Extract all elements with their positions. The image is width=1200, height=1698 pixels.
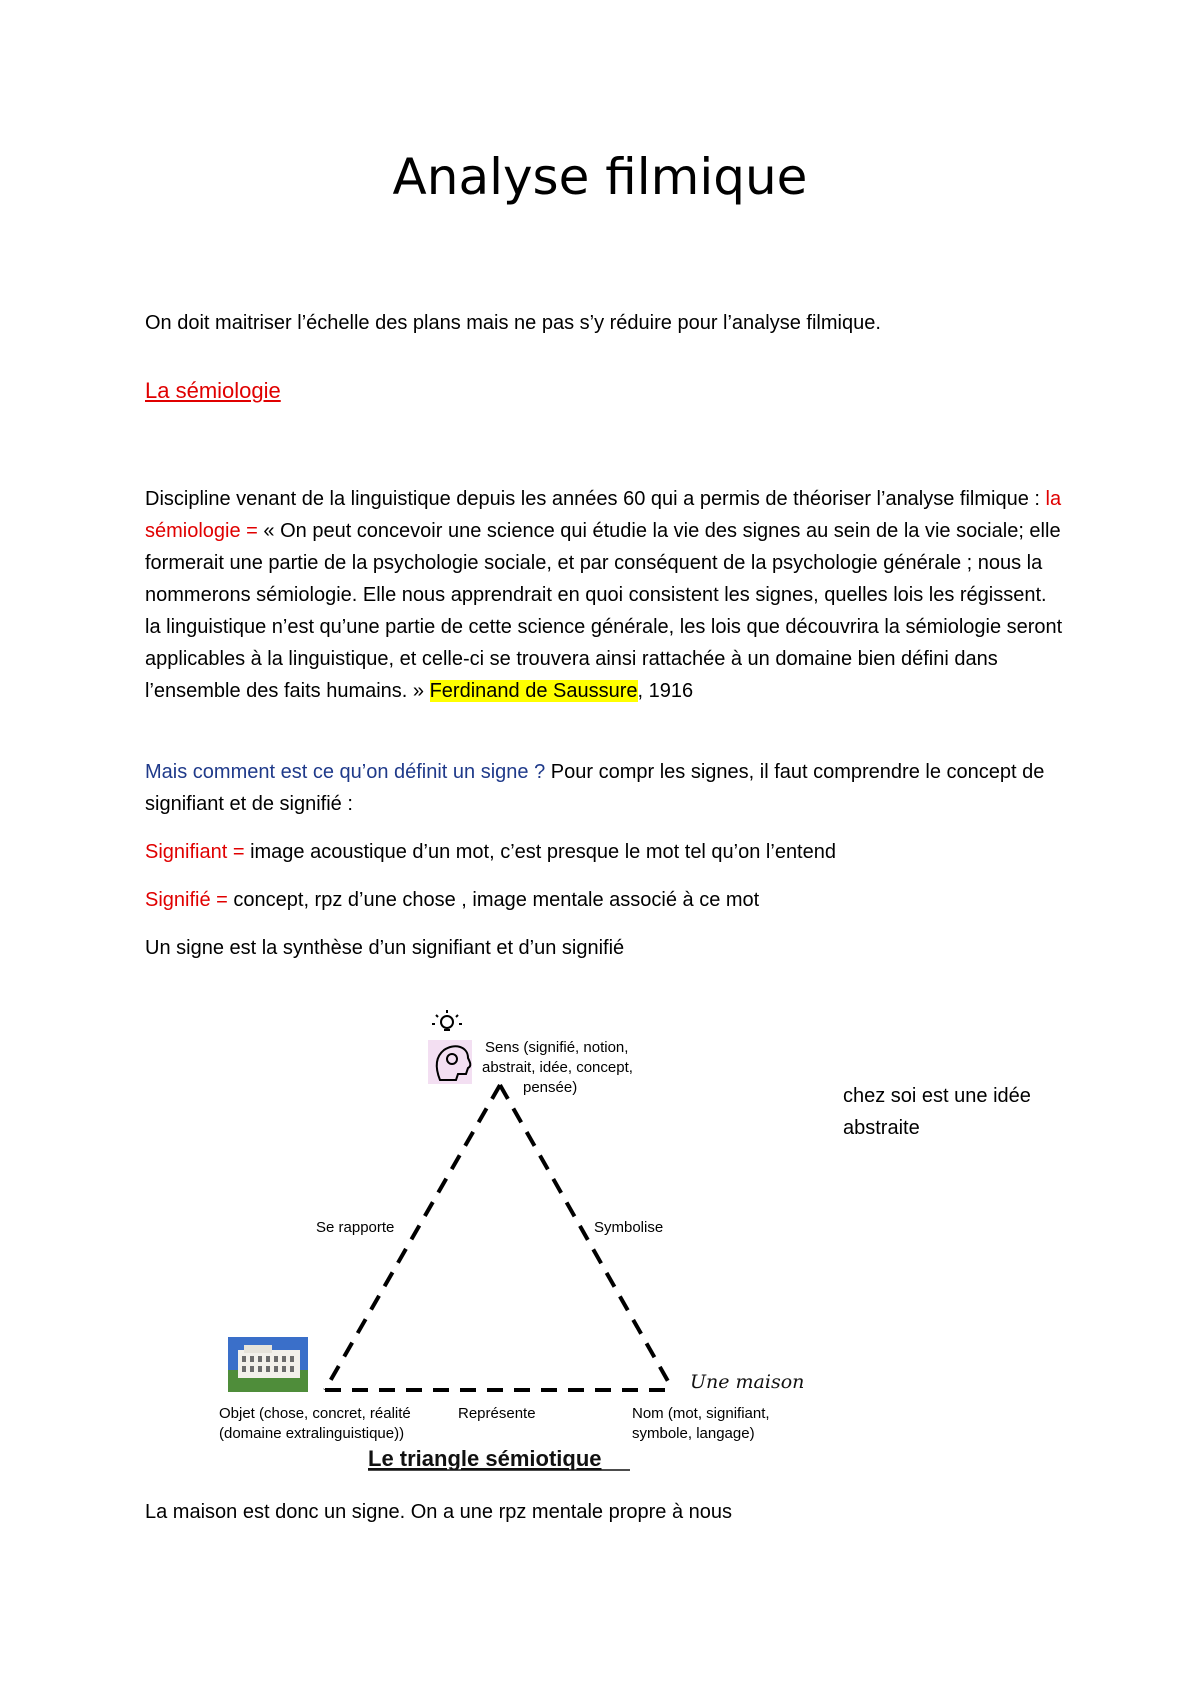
diagram-caption: Le triangle sémiotique <box>368 1446 602 1471</box>
edge-label-represente: Représente <box>458 1405 536 1422</box>
question-rest: Pour compr les signes, il faut comprendre le concept de signifiant et de signifié : <box>145 761 1045 815</box>
sens-label-line-2: abstrait, idée, concept, <box>482 1059 633 1076</box>
signifiant-def: image acoustique d’un mot, c’est presque le mot tel qu’on l’entend <box>250 841 836 863</box>
thinking-head-icon <box>428 1010 472 1084</box>
edge-label-se-rapporte: Se rapporte <box>316 1219 395 1236</box>
signifiant-term: Signifiant = <box>145 841 251 863</box>
handwritten-une-maison: Une maison <box>690 1371 805 1393</box>
intro-paragraph: On doit maitriser l’échelle des plans mais ne pas s’y réduire pour l’analyse filmique. <box>145 312 881 334</box>
name-label-line-2: symbole, langage) <box>632 1425 755 1442</box>
name-label-line-1: Nom (mot, signifiant, <box>632 1405 770 1422</box>
side-note: chez soi est une idée abstraite <box>843 1085 1031 1139</box>
question-text: Mais comment est ce qu’on définit un signe ? <box>145 761 546 783</box>
term-semiologie: la sémiologie = <box>145 488 1062 542</box>
sens-label-line-3: pensée) <box>523 1079 578 1096</box>
object-label-line-1: Objet (chose, concret, réalité <box>219 1405 411 1422</box>
triangle-left-edge <box>325 1085 500 1390</box>
quote-year: , 1916 <box>637 680 694 702</box>
heading-la-semiologie: La sémiologie <box>145 378 281 403</box>
signifie-def: concept, rpz d’une chose , image mentale associé à ce mot <box>233 889 760 911</box>
para-lead: Discipline venant de la linguistique depuis les années 60 qui a permis de théoriser l’analyse filmique : <box>145 488 1046 510</box>
page-title: Analyse filmique <box>392 148 808 206</box>
sens-label-line-1: Sens (signifié, notion, <box>485 1039 629 1056</box>
object-label-line-2: (domaine extralinguistique)) <box>219 1425 405 1442</box>
signifie-term: Signifié = <box>145 889 234 911</box>
house-photo <box>228 1337 308 1392</box>
author-highlight: Ferdinand de Saussure <box>429 680 638 702</box>
conclusion-line: La maison est donc un signe. On a une rpz mentale propre à nous <box>145 1501 733 1523</box>
triangle-right-edge <box>500 1085 673 1390</box>
triangle-edges <box>325 1085 673 1390</box>
saussure-quote: « On peut concevoir une science qui étudie la vie des signes au sein de la vie sociale; elle formerait une partie de la psychologie sociale, et par conséquent de la psychologie générale ; nous la nommerons sémiologie. Elle nous apprendrait en quoi consistent les signes, quelles lois les régissent. la linguistique n’est qu’une partie de cette science générale, les lois que découvrira la sémiologie seront applicables à la linguistique, et celle-ci se trouvera ainsi rattachée à un domaine bien défini dans l’ensemble des faits humains. » <box>145 520 1063 702</box>
edge-label-symbolise: Symbolise <box>594 1219 664 1236</box>
synthese-line: Un signe est la synthèse d’un signifiant et d’un signifié <box>145 937 625 959</box>
